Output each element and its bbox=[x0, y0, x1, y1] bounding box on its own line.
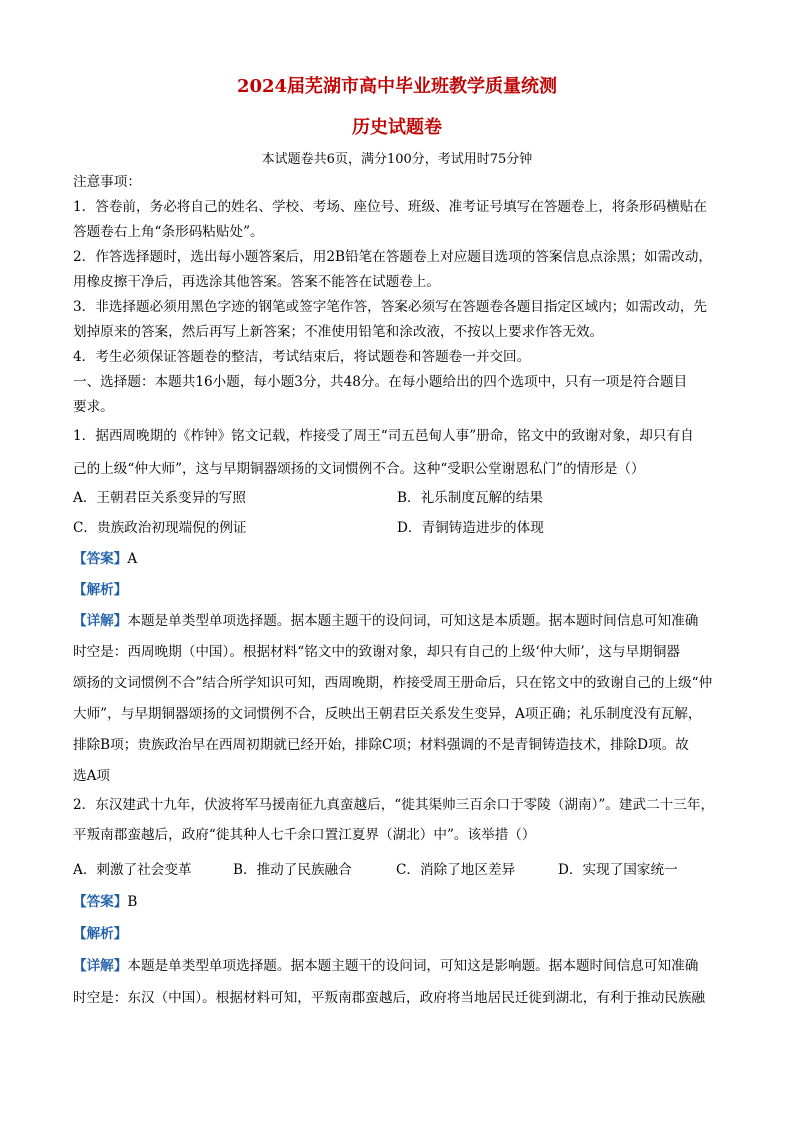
detail-tag: 【详解】 bbox=[73, 958, 128, 974]
question-line: 1．据西周晚期的《柞钟》铭文记载，柞接受了周王“司五邑甸人事”册命，铭文中的致谢对象，却只有自 bbox=[73, 428, 694, 444]
notice-line: 4．考生必须保证答题卷的整洁，考试结束后，将试题卷和答题卷一并交回。 bbox=[73, 349, 531, 365]
answer-tag: 【答案】 bbox=[73, 551, 128, 567]
answer-value: A bbox=[127, 551, 138, 567]
detail-line: 【详解】本题是单类型单项选择题。据本题主题干的设问词，可知这是影响题。据本题时间信息可知准确 bbox=[73, 958, 699, 974]
detail-line: 选A项 bbox=[73, 768, 111, 784]
question-1-stem bbox=[73, 420, 728, 486]
section-heading-cont: 要求。 bbox=[73, 399, 114, 415]
question-line: 平叛南郡蛮越后，政府“徙其种人七千余口置江夏界（湖北）中”。该举措（） bbox=[73, 827, 536, 843]
notice-section bbox=[73, 170, 728, 420]
question-line: 2．东汉建武十九年，伏波将军马援南征九真蛮越后，“徙其渠帅三百余口于零陵（湖南）”。建武二十三年， bbox=[73, 797, 715, 813]
option-a[interactable]: A．刺激了社会变革 bbox=[73, 862, 192, 878]
answer-row bbox=[73, 547, 137, 567]
option-d[interactable]: D．青铜铸造进步的体现 bbox=[397, 520, 544, 536]
option-b[interactable]: B．推动了民族融合 bbox=[233, 862, 352, 878]
section-heading: 一、选择题：本题共16小题，每小题3分，共48分。在每小题给出的四个选项中，只有一项是符合题目 bbox=[73, 374, 688, 390]
exam-title: 2024届芜湖市高中毕业班教学质量统测 bbox=[236, 76, 558, 97]
detail-tag: 【详解】 bbox=[73, 613, 128, 629]
detail-line: 颂扬的文词惯例不合”结合所学知识可知，西周晚期，柞接受周王册命后，只在铭文中的致谢自己的上级“仲 bbox=[73, 675, 713, 691]
notice-line: 3．非选择题必须用黑色字迹的钢笔或签字笔作答，答案必须写在答题卷各题目指定区域内；如需改动，先 bbox=[73, 299, 707, 315]
option-c[interactable]: C．贵族政治初现端倪的例证 bbox=[73, 520, 247, 536]
question-line: 己的上级“仲大师”，这与早期铜器颂扬的文词惯例不合。这种“受职公堂谢恩私门”的情形是（） bbox=[73, 461, 645, 477]
option-a[interactable]: A．王朝君臣关系变异的写照 bbox=[73, 490, 246, 506]
notice-heading: 注意事项： bbox=[73, 174, 141, 190]
option-d[interactable]: D．实现了国家统一 bbox=[558, 862, 678, 878]
exam-info: 本试题卷共6页，满分100分，考试用时75分钟 bbox=[261, 152, 533, 167]
question-1-detail bbox=[73, 606, 728, 792]
detail-line: 排除B项；贵族政治早在西周初期就已经开始，排除C项；材料强调的不是青铜铸造技术，排除D项。故 bbox=[73, 737, 689, 753]
option-b[interactable]: B．礼乐制度瓦解的结果 bbox=[397, 490, 543, 506]
analysis-tag: 【解析】 bbox=[73, 582, 128, 598]
question-2-stem bbox=[73, 790, 728, 850]
notice-line: 答题卷右上角“条形码粘贴处”。 bbox=[73, 224, 264, 240]
notice-line: 2．作答选择题时，选出每小题答案后，用2B铅笔在答题卷上对应题目选项的答案信息点涂黑；如需改动， bbox=[73, 249, 713, 265]
option-c[interactable]: C．消除了地区差异 bbox=[396, 862, 516, 878]
analysis-row bbox=[73, 578, 127, 598]
notice-line: 1．答卷前，务必将自己的姓名、学校、考场、座位号、班级、准考证号填写在答题卷上，将条形码横贴在 bbox=[73, 199, 707, 215]
analysis-row bbox=[73, 922, 127, 942]
answer-value: B bbox=[127, 894, 138, 910]
answer-row bbox=[73, 890, 137, 910]
question-2-detail bbox=[73, 950, 728, 1014]
detail-line: 【详解】本题是单类型单项选择题。据本题主题干的设问词，可知这是本质题。据本题时间信息可知准确 bbox=[73, 613, 699, 629]
exam-subtitle: 历史试题卷 bbox=[352, 117, 442, 138]
notice-line: 用橡皮擦干净后，再选涂其他答案。答案不能答在试题卷上。 bbox=[73, 274, 441, 290]
analysis-tag: 【解析】 bbox=[73, 926, 128, 942]
detail-line: 时空是：东汉（中国）。根据材料可知，平叛南郡蛮越后，政府将当地居民迁徙到湖北，有利于推动民族融 bbox=[73, 990, 706, 1006]
detail-line: 时空是：西周晚期（中国）。根据材料“铭文中的致谢对象，却只有自己的上级‘仲大师’，这与早期铜器 bbox=[73, 644, 680, 660]
notice-line: 划掉原来的答案，然后再写上新答案；不准使用铅笔和涂改液，不按以上要求作答无效。 bbox=[73, 324, 604, 340]
detail-line: 大师”，与早期铜器颂扬的文词惯例不合，反映出王朝君臣关系发生变异，A项正确；礼乐制度没有瓦解， bbox=[73, 706, 702, 722]
answer-tag: 【答案】 bbox=[73, 894, 128, 910]
